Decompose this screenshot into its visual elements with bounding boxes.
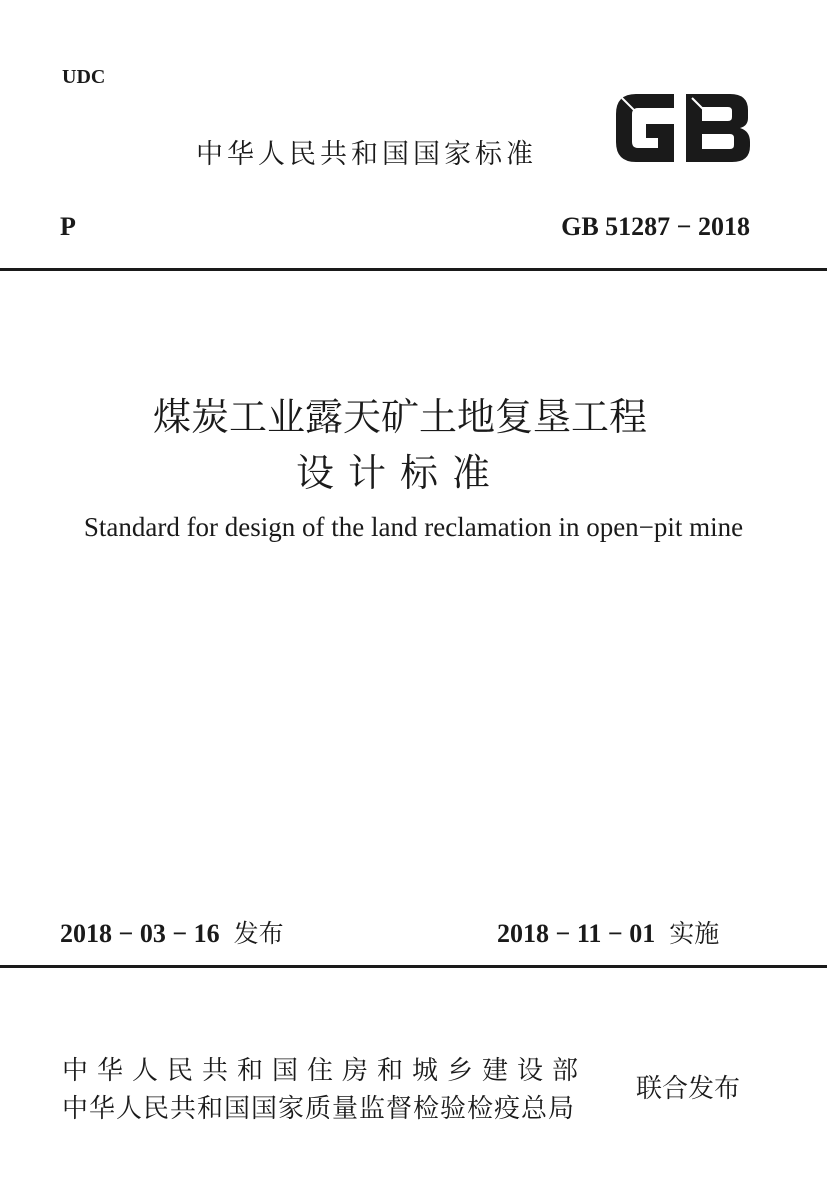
standard-type: 中华人民共和国国家标准 — [196, 139, 537, 170]
top-divider — [0, 268, 827, 271]
standard-number: GB 51287 − 2018 — [561, 212, 750, 241]
title-cn-line1: 煤炭工业露天矿土地复垦工程 — [152, 395, 647, 439]
publish-date: 2018 − 03 − 16 — [60, 919, 220, 948]
title-en: Standard for design of the land reclamation in open−pit mine — [83, 512, 744, 542]
publish-label: 发布 — [233, 919, 284, 948]
bottom-divider — [0, 965, 827, 968]
title-cn-line2: 设计标准 — [295, 451, 504, 495]
implement-date: 2018 − 11 − 01 — [497, 919, 656, 948]
publisher-line2: 中华人民共和国国家质量监督检验检疫总局 — [62, 1094, 576, 1124]
implement-label: 实施 — [669, 919, 720, 948]
implement-date-block — [497, 914, 719, 950]
gb-logo-icon — [612, 90, 754, 166]
joint-publish-label: 联合发布 — [636, 1074, 741, 1104]
publish-date-block — [60, 914, 284, 950]
publisher-line1: 中华人民共和国住房和城乡建设部 — [62, 1056, 588, 1086]
udc-label: UDC — [62, 66, 106, 88]
category-code: P — [60, 212, 76, 241]
